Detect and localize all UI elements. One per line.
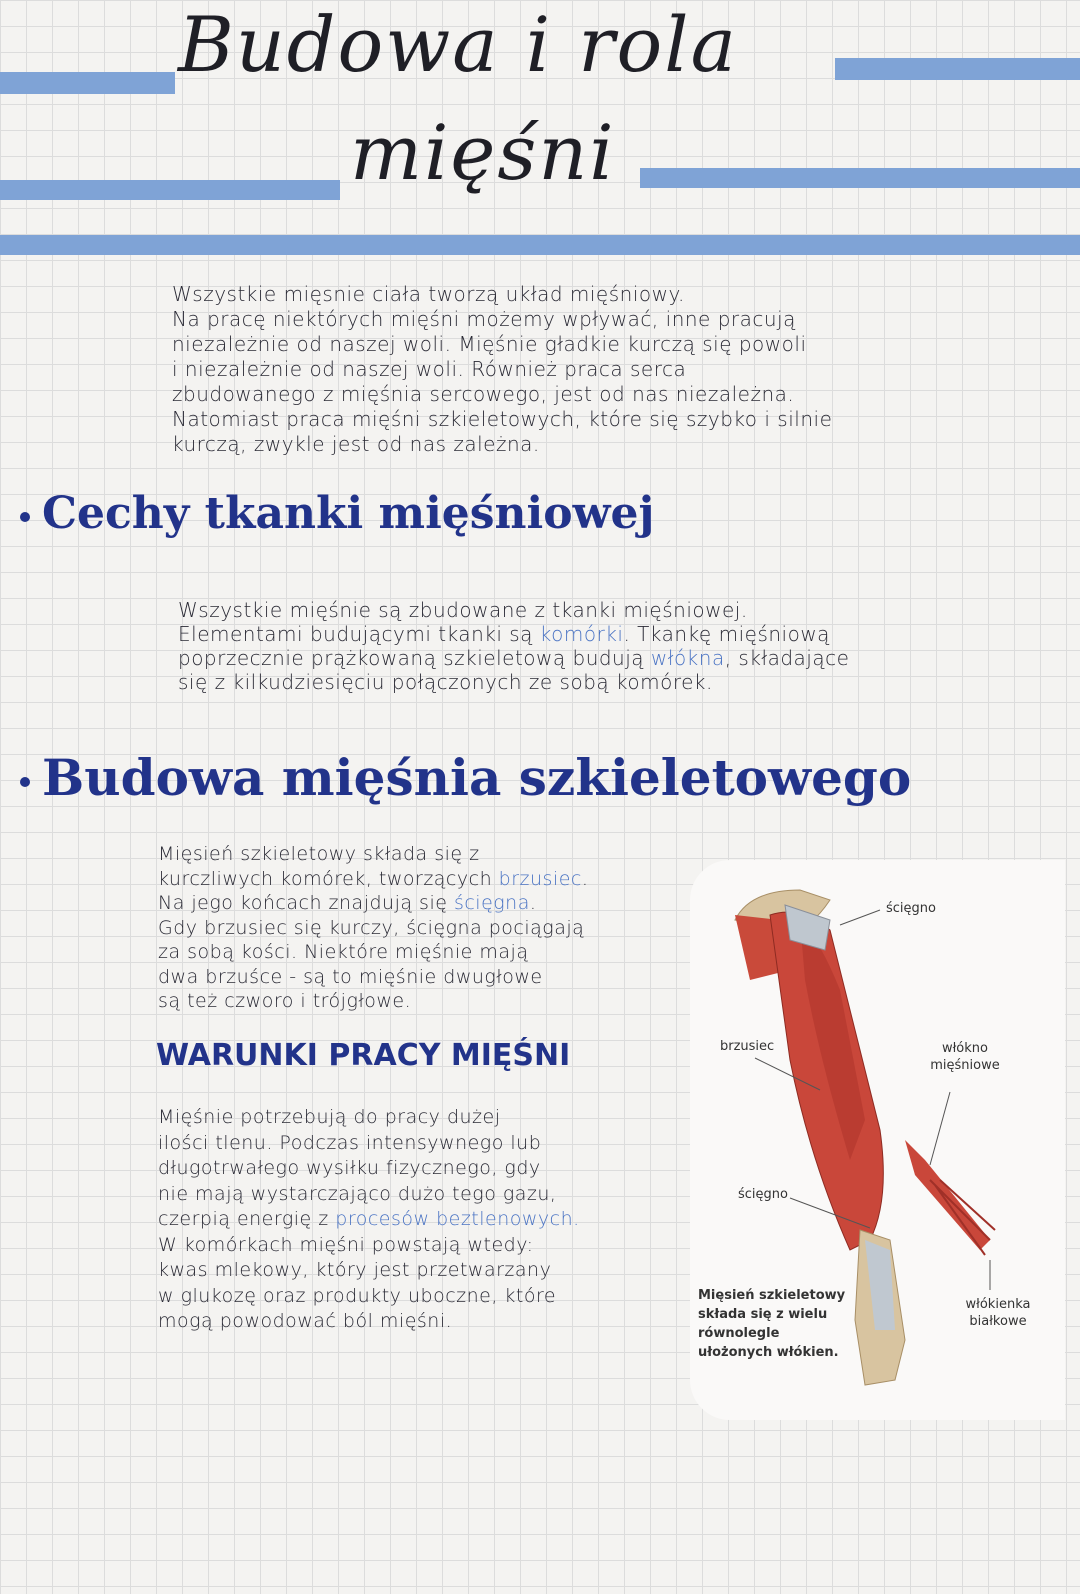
text-line: za sobą kości. Niektóre mięśnie mają [158, 941, 529, 963]
text-line: ilości tlenu. Podczas intensywnego lub [158, 1131, 542, 1154]
text-line: się z kilkudziesięciu połączonych ze sobą komórek. [178, 670, 713, 694]
text-line: Elementami budującymi tkanki są komórki. Tkankę mięśniową [178, 622, 830, 646]
text-line: Mięsień szkieletowy składa się z [158, 843, 480, 865]
text-line: kwas mlekowy, który jest przetwarzany [158, 1259, 552, 1281]
decor-stripe [835, 58, 1080, 80]
decor-stripe [0, 235, 1080, 255]
text-line: W komórkach mięśni powstają wtedy: [158, 1233, 534, 1256]
decor-stripe [640, 168, 1080, 188]
text-line: nie mają wystarczająco dużo tego gazu, [158, 1182, 557, 1205]
highlight-term: ścięgna [453, 892, 530, 914]
page-title-line2: mięśni [350, 108, 616, 197]
text-line: są też czworo i trójgłowe. [158, 990, 412, 1012]
text-line: Natomiast praca mięśni szkieletowych, które się szybko i silnie [172, 407, 833, 431]
text-line: niezależnie od naszej woli. Mięśnie gładkie kurczą się powoli [172, 332, 807, 356]
label-muscle-fiber: włókno mięśniowe [930, 1041, 1000, 1073]
text-line: długotrwałego wysiłku fizycznego, gdy [158, 1157, 541, 1179]
highlight-term: brzusiec [498, 867, 582, 890]
text-line: Wszystkie mięśnie są zbudowane z tkanki mięśniowej. [178, 598, 748, 622]
bullet-icon [20, 512, 30, 522]
text-line: zbudowanego z mięśnia sercowego, jest od nas niezależna. [172, 382, 795, 406]
section-heading-conditions: WARUNKI PRACY MIĘŚNI [156, 1038, 571, 1073]
figure-caption: Mięsień szkieletowy składa się z wielu równolegle ułożonych włókien. [698, 1288, 846, 1360]
heading-text: Cechy tkanki mięśniowej [42, 488, 655, 539]
text-line: dwa brzuśce - są to mięśnie dwugłowe [158, 965, 543, 988]
text-line: kurczliwych komórek, tworzących brzusiec. [158, 867, 589, 890]
label-tendon-bottom: ścięgno [738, 1187, 788, 1202]
highlight-term: komórki [539, 622, 624, 646]
text-line: Wszystkie mięsnie ciała tworzą układ mięśniowy. [172, 282, 685, 306]
text-line: Gdy brzusiec się kurczy, ścięgna pociągają [158, 916, 585, 939]
heading-text: Budowa mięśnia szkieletowego [42, 748, 912, 807]
conditions-paragraph [158, 1105, 580, 1335]
highlight-term: włókna [650, 646, 725, 670]
text-line: w glukozę oraz produkty uboczne, które [158, 1284, 557, 1307]
highlight-term: procesów beztlenowych. [335, 1208, 580, 1230]
text-line: czerpią energię z procesów beztlenowych. [158, 1208, 580, 1230]
text-line: Na pracę niektórych mięśni możemy wpływać, inne pracują [172, 307, 796, 331]
structure-paragraph [158, 842, 588, 1014]
text-line: kurczą, zwykle jest od nas zależna. [172, 432, 540, 456]
label-belly: brzusiec [720, 1039, 775, 1054]
text-line: poprzecznie prążkowaną szkieletową budują włókna, składające [178, 646, 850, 670]
tissue-paragraph [178, 598, 849, 694]
intro-paragraph [172, 282, 832, 457]
text-line: Na jego końcach znajdują się ścięgna. [158, 892, 537, 914]
muscle-figure-card [690, 860, 1065, 1420]
text-line: mogą powodować ból mięśni. [158, 1310, 453, 1332]
section-heading-structure [20, 748, 911, 807]
section-heading-tissue [20, 488, 654, 539]
bullet-icon [20, 777, 30, 787]
decor-stripe [0, 180, 340, 200]
label-tendon-top: ścięgno [886, 901, 936, 916]
text-line: i niezależnie od naszej woli. Również praca serca [172, 357, 687, 381]
text-line: Mięśnie potrzebują do pracy dużej [158, 1106, 501, 1128]
decor-stripe [0, 72, 175, 94]
label-protein-fibrils: włókienka białkowe [965, 1297, 1031, 1329]
page-title-line1: Budowa i rola [178, 0, 738, 89]
